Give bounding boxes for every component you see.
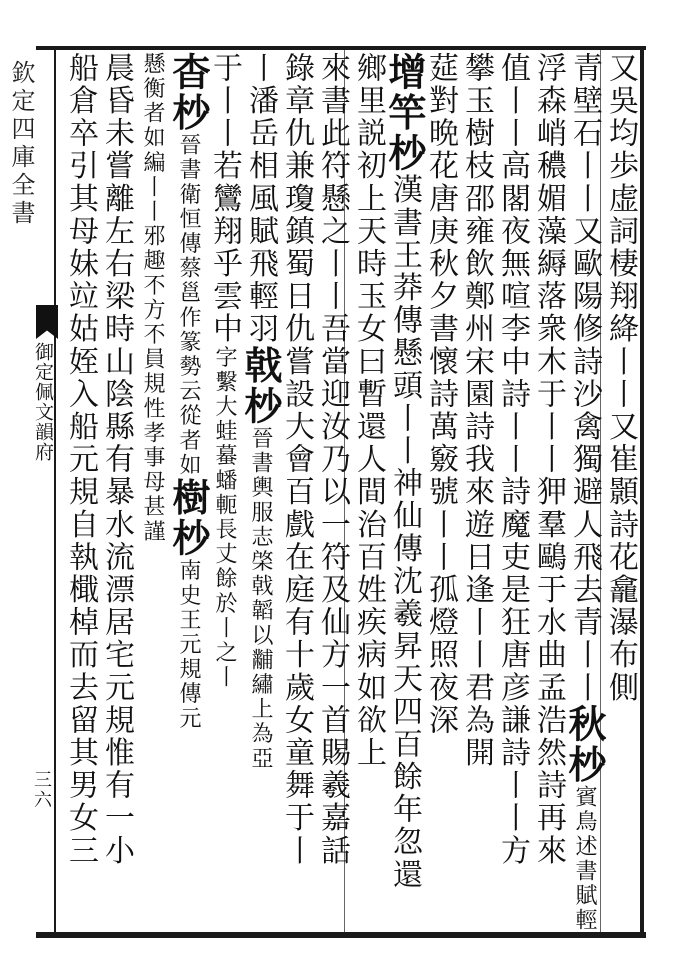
text-column-15 — [96, 52, 136, 867]
text-column-13 — [166, 52, 211, 732]
fold-rule — [54, 46, 56, 938]
heading-entry: 杳杪 — [166, 52, 211, 134]
column-text: 莚對晩花唐庚秋夕書懷詩萬竅號丨丨孤燈照夜深 — [423, 52, 458, 737]
page-number: 三六 — [31, 770, 52, 810]
column-text: 晉書衛恒傳蔡邕作篆勢云從者如 — [176, 133, 201, 478]
fold-series-title: 欽定四庫全書 — [7, 60, 35, 228]
text-column-14 — [132, 52, 172, 544]
column-text-tail: 南史王元規傳元 — [176, 558, 201, 732]
text-column-16 — [60, 52, 100, 867]
column-text: 值丨丨高閣夜無喧李中詩丨丨詩魔吏是狂唐彦謙詩丨丨方 — [495, 52, 530, 867]
column-text-tail: 賓鳥述書賦輕 — [572, 785, 597, 933]
column-text: 丨潘岳相風賦飛輕羽 — [243, 52, 278, 346]
column-text-tail: 規性孝事母甚謹 — [140, 371, 165, 545]
column-text: 來書此符懸之丨丨吾當迎汝乃以一符及仙方一首賜羲嘉話 — [315, 52, 350, 867]
column-text: 青壁石丨丨又歐陽修詩沙禽獨避人飛去青丨丨 — [567, 52, 602, 704]
frame-top-rule — [36, 46, 646, 50]
column-text: 晨昏未嘗離左右梁時山陰縣有暴水流漂居宅元規惟有一小 — [99, 52, 134, 867]
column-text: 又吳均歩虚詞棲翔絳丨丨又崔顥詩花龕瀑布側 — [603, 52, 638, 704]
text-column-9 — [312, 52, 352, 867]
text-column-10 — [276, 52, 316, 867]
fish-tail-mark — [36, 305, 58, 339]
column-text: 懸衡者如編丨丨邪趣不方不員 — [140, 52, 165, 372]
heading-entry: 秋杪 — [562, 704, 607, 786]
fold-book-title: 御定佩文韻府 — [32, 342, 54, 462]
text-column-12 — [204, 52, 244, 690]
text-column-1 — [600, 52, 640, 704]
column-text-tail: 晉書輿服志棨戟韜以黼繡上為亞 — [248, 426, 273, 772]
column-text: 船倉卒引其母妹竝姑姪入船元規自執檝棹而去留其男女三 — [63, 52, 98, 867]
column-text-tail: 字繫大蛙蟇蟠軛長丈餘於丨之丨 — [212, 345, 237, 690]
heading-entry: 增竿杪 — [382, 52, 427, 174]
text-column-8 — [348, 52, 388, 769]
column-text: 攀玉樹枝邵雍飲鄭州宋園詩我來遊日逢丨丨君為開 — [459, 52, 494, 770]
column-text: 浮森峭穠媚藻縟落衆木于丨丨狎羣鷗于水曲孟浩然詩再來 — [531, 52, 566, 867]
heading-entry: 戟杪 — [238, 345, 283, 427]
column-text: 于丨丨若鸞翔乎雲中 — [207, 52, 242, 346]
text-column-4 — [492, 52, 532, 867]
text-column-11 — [238, 52, 283, 772]
heading-entry: 樹杪 — [166, 477, 211, 559]
text-column-2 — [562, 52, 607, 933]
column-text: 鄉里説初上天時玉女曰暫還人間治百姓疾病如欲上 — [351, 52, 386, 770]
text-column-7 — [382, 52, 427, 892]
column-text: 漢書王莽傳懸頭丨丨神仙傳沈羲昇天四百餘年忽還 — [387, 173, 422, 892]
text-column-3 — [528, 52, 568, 867]
frame-bottom-rule — [36, 932, 646, 938]
column-text: 錄章仇兼瓊鎮蜀日仇嘗設大會百戲在庭有十歲女童舞于丨 — [279, 52, 314, 867]
text-column-5 — [456, 52, 496, 769]
frame-right-rule — [640, 46, 644, 938]
